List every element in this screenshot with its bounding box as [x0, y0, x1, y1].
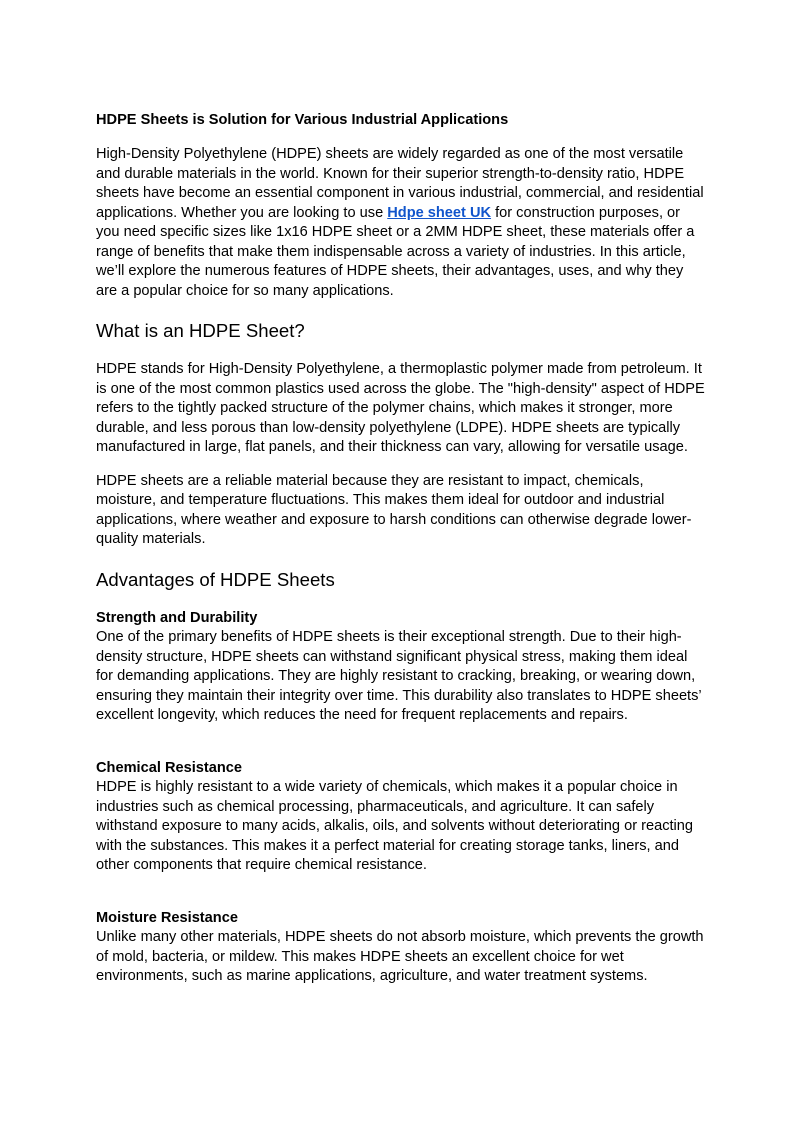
- section-body: Unlike many other materials, HDPE sheets do not absorb moisture, which prevents the growth of mold, bacteria, or mildew. This makes HDPE sheets an excellent choice for wet environments, such as marine applications, agriculture, and water treatment systems.: [96, 929, 704, 984]
- document-page: [96, 110, 706, 1020]
- section-heading: Strength and Durability: [96, 609, 258, 626]
- section-heading: Chemical Resistance: [96, 759, 243, 776]
- document-title: HDPE Sheets is Solution for Various Industrial Applications: [96, 112, 509, 128]
- intro-paragraph: [96, 145, 706, 301]
- section-body: One of the primary benefits of HDPE sheets is their exceptional strength. Due to their high-density structure, HDPE sheets can withstand significant physical stress, making them ideal for demanding applications. They are highly resistant to cracking, breaking, or wearing down, ensuring they maintain their integrity over time. This durability also translates to HDPE sheets’ excellent longevity, which reduces the need for frequent replacements and repairs.: [96, 629, 702, 723]
- advantages-heading: Advantages of HDPE Sheets: [96, 568, 335, 590]
- section-moisture: [96, 909, 706, 987]
- section-heading: Moisture Resistance: [96, 909, 238, 926]
- what-is-heading: What is an HDPE Sheet?: [96, 320, 305, 341]
- hdpe-sheet-uk-link[interactable]: Hdpe sheet UK: [387, 204, 492, 221]
- section-chemical: [96, 759, 706, 876]
- section-body: HDPE is highly resistant to a wide variety of chemicals, which makes it a popular choice in industries such as chemical processing, pharmaceuticals, and agriculture. It can safely withstand exposure to many acids, alkalis, oils, and solvents without deteriorating or reacting with the substances. This makes it a perfect material for creating storage tanks, liners, and other components that require chemical resistance.: [96, 779, 694, 873]
- intro-text-after-link: for construction purposes, or you need specific sizes like 1x16 HDPE sheet or a 2MM HDPE sheet, these materials offer a range of benefits that make them indispensable across a variety of industries. In this article, we’ll explore the numerous features of HDPE sheets, their advantages, uses, and why they are a popular choice for so many applications.: [96, 204, 695, 299]
- what-is-paragraph-1: HDPE stands for High-Density Polyethylene, a thermoplastic polymer made from petroleum. It is one of the most common plastics used across the globe. The "high-density" aspect of HDPE refers to the tightly packed structure of the polymer chains, which makes it stronger, more durable, and less porous than low-density polyethylene (LDPE). HDPE sheets are typically manufactured in large, flat panels, and their thickness can vary, allowing for versatile usage.: [96, 361, 705, 455]
- section-strength: [96, 609, 706, 726]
- intro-text-before-link: High-Density Polyethylene (HDPE) sheets are widely regarded as one of the most versatile and durable materials in the world. Known for their superior strength-to-density ratio, HDPE sheets have become an essential component in various industrial, commercial, and residential applications. Whether you are looking to use: [96, 146, 704, 221]
- what-is-paragraph-2: HDPE sheets are a reliable material because they are resistant to impact, chemicals, moisture, and temperature fluctuations. This makes them ideal for outdoor and industrial applications, where weather and exposure to harsh conditions can otherwise degrade lower-quality materials.: [96, 472, 692, 547]
